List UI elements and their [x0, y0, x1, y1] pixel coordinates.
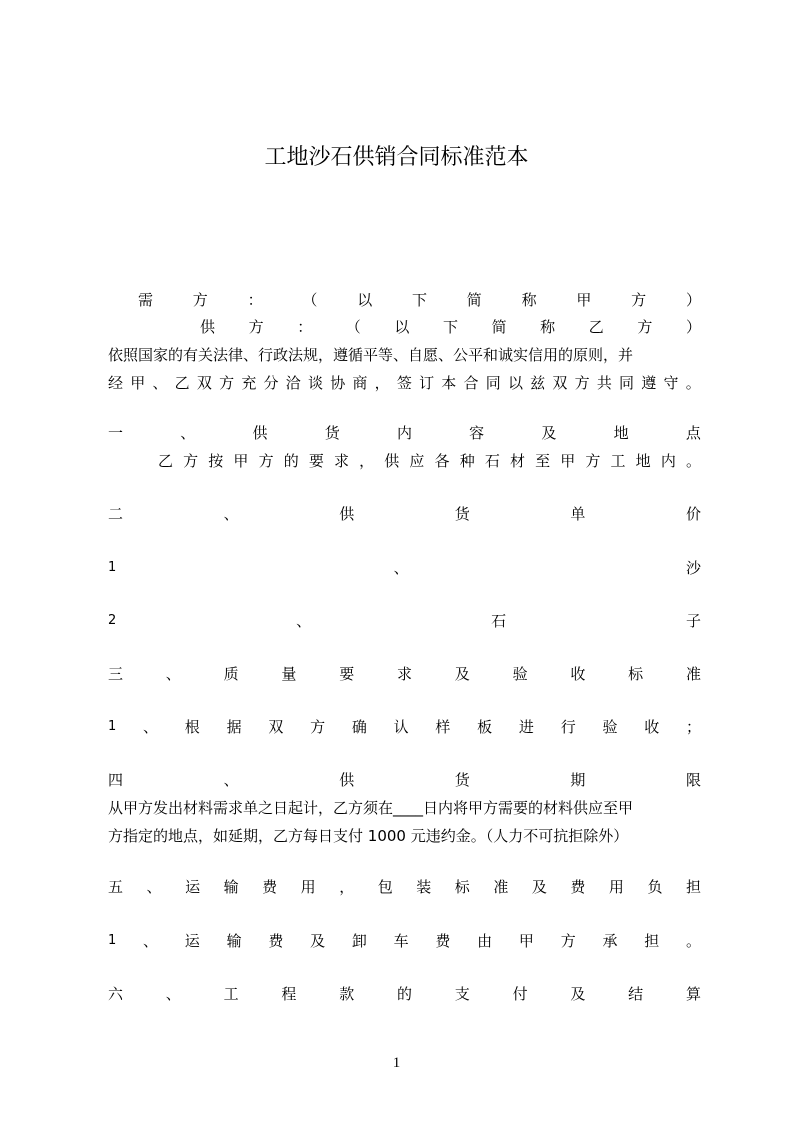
section-5-item-1-char: 费 [435, 932, 451, 950]
section-5-heading-char: 负 [647, 878, 663, 896]
section-2-heading-char: 、 [223, 505, 239, 523]
section-3-item-1-char: 1 [108, 719, 117, 734]
section-1-body-char: 甲 [233, 452, 249, 470]
intro-line-2-char: 遵 [641, 374, 657, 392]
section-6-heading-char: 结 [628, 985, 644, 1003]
section-5-heading-char: 五 [108, 878, 124, 896]
section-5-heading-char: 费 [570, 878, 586, 896]
section-5-item-1-char: 。 [685, 932, 701, 950]
section-6-heading-char: 支 [454, 985, 470, 1003]
section-3-item-1-char: 方 [310, 718, 326, 736]
section-4-heading-char: 、 [223, 771, 239, 789]
section-5-item-1-char: 1 [108, 933, 117, 948]
section-4-body [108, 794, 701, 850]
intro-line-1: 依照国家的有关法律、行政法规，遵循平等、自愿、公平和诚实信用的原则，并 [108, 346, 634, 364]
section-1-body-char: ， [359, 452, 375, 470]
section-1-body-char: 内 [660, 452, 676, 470]
section-1-heading-char: 及 [541, 424, 557, 442]
section-2-heading-char: 单 [570, 505, 586, 523]
party-b-line-char: ： [297, 318, 313, 336]
section-5-heading-char: 装 [416, 878, 432, 896]
section-3-heading-char: 量 [281, 665, 297, 683]
section-5-heading-char: 包 [377, 878, 393, 896]
section-1-body-char: 。 [685, 452, 701, 470]
section-5-heading-char: 运 [185, 878, 201, 896]
section-3-item-1-char: 验 [602, 718, 618, 736]
intro-line-2-char: 合 [463, 374, 479, 392]
intro-line-2-char: 商 [352, 374, 368, 392]
section-2-item-1 [108, 557, 701, 579]
section-6-heading-char: 工 [223, 985, 239, 1003]
section-3-item-1-char: 、 [143, 718, 159, 736]
intro-line-2-char: 、 [152, 374, 168, 392]
section-1-heading [108, 422, 701, 444]
section-1-body-char: 甲 [560, 452, 576, 470]
section-5-item-1-char: 、 [143, 932, 159, 950]
section-3-heading-char: 标 [628, 665, 644, 683]
section-3-item-1-char: 双 [268, 718, 284, 736]
party-a-line-char: 下 [411, 291, 427, 309]
section-1-heading-char: 货 [324, 424, 340, 442]
party-a-line-char: 需 [138, 291, 154, 309]
section-5-heading-char: 用 [608, 878, 624, 896]
intro-line-2-char: 甲 [130, 374, 146, 392]
section-1-body-char: 供 [384, 452, 400, 470]
section-5-item-1-char: 担 [644, 932, 660, 950]
section-6-heading [108, 983, 701, 1005]
section-3-item-1-char: 行 [560, 718, 576, 736]
section-5-heading-char: 费 [262, 878, 278, 896]
section-3-item-1-char: 收 [644, 718, 660, 736]
intro-line-2-char: 谈 [307, 374, 323, 392]
section-5-heading-char: 及 [531, 878, 547, 896]
section-2-item-2-char: 子 [685, 612, 701, 630]
section-3-item-1-char: 板 [477, 718, 493, 736]
section-2-item-2-char: 石 [491, 612, 507, 630]
section-4-body-line-1: 从甲方发出材料需求单之日起计，乙方须在____日内将甲方需要的材料供应至甲 [108, 799, 634, 817]
section-1-body-char: 方 [258, 452, 274, 470]
section-2-heading [108, 503, 701, 525]
section-5-item-1-char: 方 [560, 932, 576, 950]
section-1-body-char: 方 [183, 452, 199, 470]
intro-line-2-char: 洽 [285, 374, 301, 392]
party-a-line-char: 简 [466, 291, 482, 309]
section-6-heading-char: 、 [165, 985, 181, 1003]
section-6-heading-char: 程 [281, 985, 297, 1003]
intro-line-2-char: 双 [196, 374, 212, 392]
section-3-heading-char: 三 [108, 665, 124, 683]
party-a-line-char: ： [247, 291, 263, 309]
section-4-heading-char: 供 [339, 771, 355, 789]
party-b-line-char: ） [685, 318, 701, 336]
section-4-heading-char: 期 [570, 771, 586, 789]
section-5-item-1-char: 输 [226, 932, 242, 950]
section-3-heading-char: 及 [454, 665, 470, 683]
section-1-body-char: 求 [333, 452, 349, 470]
intro-line-2-char: 经 [108, 374, 124, 392]
section-1-body [158, 450, 701, 472]
section-1-body-char: 种 [459, 452, 475, 470]
section-5-item-1-char: 卸 [351, 932, 367, 950]
party-a-line [138, 289, 701, 311]
section-5-heading-char: 担 [685, 878, 701, 896]
section-5-heading [108, 876, 701, 898]
section-1-heading-char: 容 [469, 424, 485, 442]
section-5-item-1 [108, 930, 701, 952]
section-5-item-1-char: 承 [602, 932, 618, 950]
section-3-heading-char: 质 [223, 665, 239, 683]
intro-line-2-char: 方 [219, 374, 235, 392]
section-3-item-1-char: ； [685, 718, 701, 736]
section-4-heading-char: 限 [685, 771, 701, 789]
section-5-item-1-char: 由 [477, 932, 493, 950]
intro-line-2-char: 乙 [174, 374, 190, 392]
party-a-line-char: 方 [192, 291, 208, 309]
section-5-item-1-char: 车 [393, 932, 409, 950]
document-title: 工地沙石供销合同标准范本 [264, 145, 529, 170]
section-3-item-1 [108, 716, 701, 738]
party-a-line-char: 甲 [576, 291, 592, 309]
intro-line-2-char: 双 [552, 374, 568, 392]
intro-line-2-char: 共 [596, 374, 612, 392]
party-a-line-char: ） [685, 291, 701, 309]
party-b-line-char: 称 [540, 318, 556, 336]
section-2-item-2-char: 、 [296, 612, 312, 630]
section-5-heading-char: 用 [300, 878, 316, 896]
party-a-line-char: 方 [631, 291, 647, 309]
section-2-item-1-char: 1 [108, 560, 117, 575]
section-3-item-1-char: 确 [351, 718, 367, 736]
section-3-heading-char: 验 [512, 665, 528, 683]
section-1-body-char: 石 [484, 452, 500, 470]
section-6-heading-char: 的 [396, 985, 412, 1003]
section-1-heading-char: 地 [613, 424, 629, 442]
section-3-item-1-char: 认 [393, 718, 409, 736]
party-b-line-char: 方 [637, 318, 653, 336]
section-1-heading-char: 供 [252, 424, 268, 442]
intro-line-2-char: 签 [396, 374, 412, 392]
section-1-body-char: 按 [208, 452, 224, 470]
section-1-body-char: 的 [283, 452, 299, 470]
page-number: 1 [392, 1055, 401, 1071]
intro-paragraph [108, 341, 701, 397]
intro-line-2-char: 兹 [530, 374, 546, 392]
section-1-body-char: 应 [409, 452, 425, 470]
intro-line-2-char: 协 [330, 374, 346, 392]
section-3-heading [108, 663, 701, 685]
section-5-heading-char: 标 [454, 878, 470, 896]
section-5-item-1-char: 费 [268, 932, 284, 950]
section-2-item-1-char: 沙 [685, 559, 701, 577]
section-3-heading-char: 要 [339, 665, 355, 683]
section-1-heading-char: 内 [396, 424, 412, 442]
section-1-heading-char: 点 [685, 424, 701, 442]
section-5-item-1-char: 甲 [518, 932, 534, 950]
intro-line-2 [108, 369, 701, 397]
party-a-line-char: 称 [521, 291, 537, 309]
party-b-line-char: 乙 [588, 318, 604, 336]
intro-line-2-char: 订 [419, 374, 435, 392]
section-5-heading-char: 准 [493, 878, 509, 896]
section-5-heading-char: 、 [146, 878, 162, 896]
intro-line-2-char: 分 [263, 374, 279, 392]
section-1-heading-char: 一 [108, 424, 124, 442]
party-b-line-char: 简 [491, 318, 507, 336]
party-a-line-char: （ [302, 291, 318, 309]
section-3-heading-char: 求 [396, 665, 412, 683]
party-a-line-char: 以 [357, 291, 373, 309]
party-b-line-char: （ [345, 318, 361, 336]
section-2-heading-char: 货 [454, 505, 470, 523]
intro-line-2-char: 方 [574, 374, 590, 392]
intro-line-2-char: 同 [485, 374, 501, 392]
intro-line-2-char: 本 [441, 374, 457, 392]
section-3-heading-char: 、 [165, 665, 181, 683]
section-2-item-2-char: 2 [108, 613, 117, 628]
section-1-body-char: 乙 [158, 452, 174, 470]
section-6-heading-char: 及 [570, 985, 586, 1003]
section-1-body-char: 材 [509, 452, 525, 470]
section-4-body-line-2: 方指定的地点，如延期，乙方每日支付 1000 元违约金。（人力不可抗拒除外） [108, 827, 629, 845]
section-2-heading-char: 二 [108, 505, 124, 523]
section-5-item-1-char: 及 [310, 932, 326, 950]
section-3-item-1-char: 样 [435, 718, 451, 736]
section-2-item-1-char: 、 [393, 559, 409, 577]
section-4-heading-char: 货 [454, 771, 470, 789]
section-3-heading-char: 收 [570, 665, 586, 683]
section-5-heading-char: 输 [223, 878, 239, 896]
section-6-heading-char: 款 [339, 985, 355, 1003]
section-2-item-2 [108, 610, 701, 632]
section-3-heading-char: 准 [685, 665, 701, 683]
section-2-heading-char: 供 [339, 505, 355, 523]
intro-line-2-char: 同 [619, 374, 635, 392]
section-3-item-1-char: 根 [184, 718, 200, 736]
section-6-heading-char: 算 [685, 985, 701, 1003]
section-5-heading-char: ， [339, 878, 355, 896]
section-3-item-1-char: 进 [518, 718, 534, 736]
section-1-body-char: 地 [635, 452, 651, 470]
intro-line-2-char: 。 [685, 374, 701, 392]
section-6-heading-char: 六 [108, 985, 124, 1003]
section-1-body-char: 要 [308, 452, 324, 470]
party-b-line-char: 方 [248, 318, 264, 336]
intro-line-2-char: ， [374, 374, 390, 392]
intro-line-2-char: 守 [663, 374, 679, 392]
section-4-heading [108, 769, 701, 791]
intro-line-2-char: 充 [241, 374, 257, 392]
section-6-heading-char: 付 [512, 985, 528, 1003]
party-b-line-char: 供 [200, 318, 216, 336]
section-1-body-char: 各 [434, 452, 450, 470]
party-b-line-char: 下 [442, 318, 458, 336]
section-1-body-char: 工 [610, 452, 626, 470]
section-2-heading-char: 价 [685, 505, 701, 523]
section-4-heading-char: 四 [108, 771, 124, 789]
section-5-item-1-char: 运 [184, 932, 200, 950]
section-3-item-1-char: 据 [226, 718, 242, 736]
section-1-body-char: 至 [535, 452, 551, 470]
section-1-heading-char: 、 [180, 424, 196, 442]
party-b-line [200, 316, 701, 338]
section-1-body-char: 方 [585, 452, 601, 470]
party-b-line-char: 以 [394, 318, 410, 336]
intro-line-2-char: 以 [507, 374, 523, 392]
